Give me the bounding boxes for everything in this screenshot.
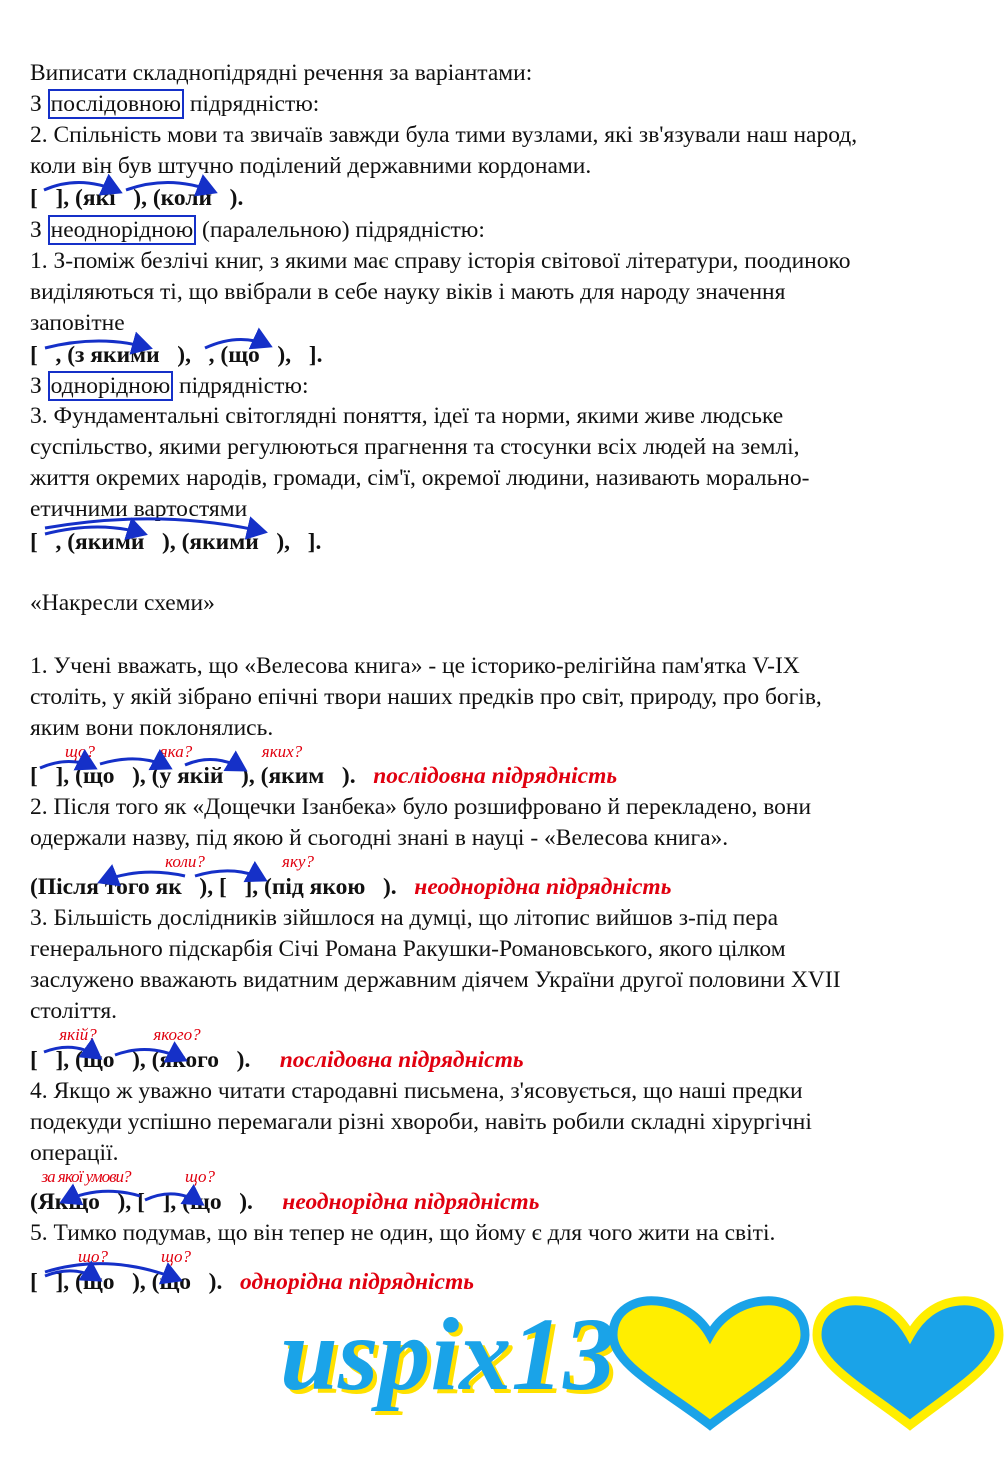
question-label: яка? bbox=[159, 742, 193, 761]
hearts bbox=[605, 1295, 1005, 1435]
question-label: що? bbox=[64, 742, 96, 761]
sentence-line: генерального підскарбія Січі Романа Ракушки-Романовського, якого цілком bbox=[30, 936, 786, 962]
scheme-row bbox=[30, 1048, 524, 1073]
scheme: [ , (якими ), (якими ), ]. bbox=[30, 529, 322, 555]
sentence-line: 4. Якщо ж уважно читати стародавні письмена, з'ясовується, що наші предки bbox=[30, 1078, 803, 1104]
question-label: що? bbox=[184, 1167, 216, 1186]
sentence-line: суспільство, якими регулюються прагнення та стосунки всіх людей на землі, bbox=[30, 434, 800, 460]
scheme: (Якщо ), [ ], (що ). bbox=[30, 1189, 253, 1215]
scheme: [ ], (що ), (що ). bbox=[30, 1269, 223, 1295]
sentence-line: коли він був штучно поділений державними кордонами. bbox=[30, 153, 592, 179]
watermark-logo: uspix13 bbox=[280, 1297, 616, 1412]
answer-type: неоднорідна підрядність bbox=[414, 874, 672, 900]
heading-suffix: підрядністю: bbox=[173, 373, 309, 399]
sentence-line: виділяються ті, що ввібрали в себе науку віків і мають для народу значення bbox=[30, 279, 786, 305]
question-label: що? bbox=[77, 1247, 109, 1266]
sentence-line: заслужено вважають видатним державним діячем України другої половини XVII bbox=[30, 967, 841, 993]
boxed-word: неоднорідною bbox=[48, 215, 196, 245]
boxed-word: послідовною bbox=[48, 89, 184, 119]
scheme-row bbox=[30, 1270, 474, 1295]
answer-type: послідовна підрядність bbox=[279, 1047, 524, 1073]
sentence-line: 5. Тимко подумав, що він тепер не один, що йому є для чого жити на світі. bbox=[30, 1220, 776, 1246]
sentence-line: століття. bbox=[30, 998, 118, 1024]
sentence-line: 1. Учені вважать, що «Велесова книга» - це історико-релігійна пам'ятка V-IX bbox=[30, 653, 800, 679]
question-label: яку? bbox=[282, 852, 314, 871]
heading-prefix: З bbox=[30, 91, 48, 117]
sentence-line: 2. Після того як «Дощечки Ізанбека» було розшифровано й перекладено, вони bbox=[30, 794, 812, 820]
heading-prefix: З bbox=[30, 217, 48, 243]
sentence-line: 3. Більшість дослідників зійшлося на думці, що літопис вийшов з-під пера bbox=[30, 905, 778, 931]
question-label: якого? bbox=[153, 1025, 201, 1044]
task-title: Виписати складнопідрядні речення за варіантами: bbox=[30, 60, 533, 86]
question-label: коли? bbox=[165, 852, 205, 871]
heading-homogeneous bbox=[30, 374, 308, 399]
heading-suffix: підрядністю: bbox=[183, 91, 320, 117]
sentence-line: подекуди успішно перемагали різні хвороби, навіть робили складні хірургічні bbox=[30, 1109, 812, 1135]
answer-type: неоднорідна підрядність bbox=[282, 1189, 540, 1215]
question-label: за якої умови? bbox=[41, 1167, 131, 1186]
sentence-line: 1. З-поміж безлічі книг, з якими має справу історія світової літератури, поодиноко bbox=[30, 248, 851, 274]
heading-prefix: З bbox=[30, 373, 48, 399]
blue-heart-icon bbox=[817, 1301, 999, 1425]
question-label: яких? bbox=[261, 742, 303, 761]
scheme-row bbox=[30, 875, 671, 900]
schemes-title: «Накресли схеми» bbox=[30, 590, 215, 616]
sentence-line: заповітне bbox=[30, 310, 125, 336]
question-label: що? bbox=[160, 1247, 192, 1266]
scheme: [ ], (які ), (коли ). bbox=[30, 185, 244, 211]
sentence-line: 3. Фундаментальні світоглядні поняття, ідеї та норми, якими живе людське bbox=[30, 403, 784, 429]
sentence-line: життя окремих народів, громади, сім'ї, окремої людини, називають морально- bbox=[30, 465, 810, 491]
heading-suffix: (паралельною) підрядністю: bbox=[196, 217, 485, 243]
scheme: [ , (з якими ), , (що ), ]. bbox=[30, 342, 323, 368]
scheme: (Після того як ), [ ], (під якою ). bbox=[30, 874, 397, 900]
scheme: [ ], (що ), (якого ). bbox=[30, 1047, 251, 1073]
scheme-row bbox=[30, 764, 617, 789]
sentence-line: етичними вартостями bbox=[30, 496, 248, 522]
sentence-line: яким вони поклонялись. bbox=[30, 715, 274, 741]
sentence-line: операції. bbox=[30, 1140, 119, 1166]
answer-type: однорідна підрядність bbox=[240, 1269, 475, 1295]
question-label: якій? bbox=[59, 1025, 97, 1044]
sentence-line: 2. Спільність мови та звичаїв завжди була тими вузлами, які зв'язували наш народ, bbox=[30, 122, 858, 148]
sentence-line: століть, у якій зібрано епічні твори наших предків про світ, природу, про богів, bbox=[30, 684, 822, 710]
sentence-line: одержали назву, під якою й сьогодні знані в науці - «Велесова книга». bbox=[30, 825, 729, 851]
answer-type: послідовна підрядність bbox=[373, 763, 618, 789]
scheme-row bbox=[30, 1190, 539, 1215]
heading-sequential bbox=[30, 92, 319, 117]
boxed-word: однорідною bbox=[48, 371, 173, 401]
yellow-heart-icon bbox=[613, 1301, 805, 1425]
heading-heterogeneous bbox=[30, 218, 485, 243]
scheme: [ ], (що ), (у якій ), (яким ). bbox=[30, 763, 356, 789]
